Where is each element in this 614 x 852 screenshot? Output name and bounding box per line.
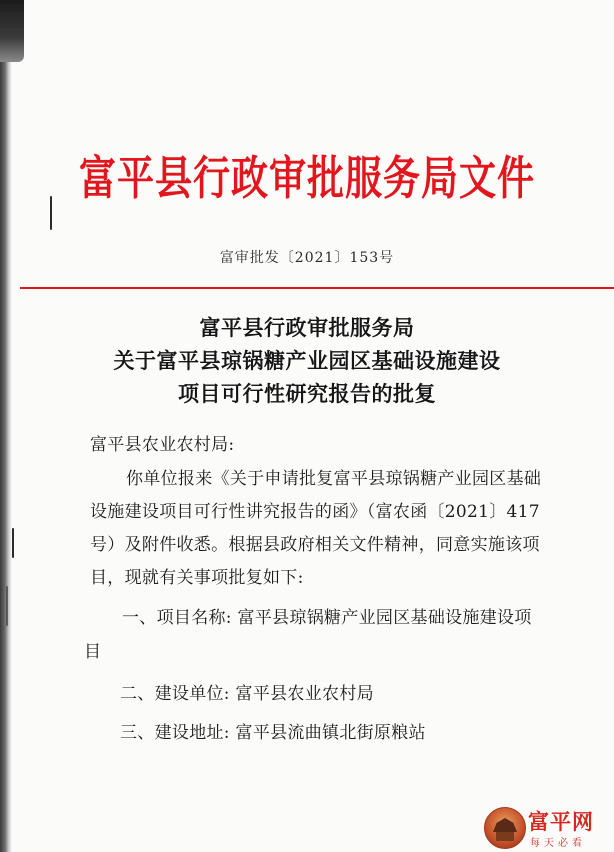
body-line-2: 设施建设项目可行性讲究报告的函》（富农函〔2021〕417 — [90, 502, 540, 522]
margin-mark — [6, 586, 8, 626]
logo-emblem-icon — [484, 807, 526, 849]
site-logo — [484, 805, 614, 852]
logo-slogan: 每天必看 — [530, 838, 586, 849]
item-3: 三、建设地址: 富平县流曲镇北街原粮站 — [120, 723, 426, 743]
body-line-4: 目，现就有关事项批复如下: — [90, 568, 304, 588]
item-1-line-1: 一、项目名称: 富平县琼锅糖产业园区基础设施建设项 — [122, 608, 532, 628]
item-1-line-2: 目 — [84, 642, 102, 662]
heading-line-2: 关于富平县琼锅糖产业园区基础设施建设 — [113, 348, 501, 373]
body-line-1: 你单位报来《关于申请批复富平县琼锅糖产业园区基础 — [126, 469, 542, 489]
body-line-3: 号）及附件收悉。根据县政府相关文件精神，同意实施该项 — [90, 535, 540, 555]
masthead-title: 富平县行政审批服务局文件 — [79, 150, 535, 205]
heading-line-1: 富平县行政审批服务局 — [199, 315, 415, 340]
addressee: 富平县农业农村局: — [90, 435, 235, 455]
margin-mark — [12, 528, 14, 558]
red-divider-rule — [20, 287, 614, 289]
heading-line-3: 项目可行性研究报告的批复 — [178, 381, 436, 406]
item-2: 二、建设单位: 富平县农业农村局 — [120, 684, 374, 704]
document-number: 富审批发〔2021〕153号 — [219, 250, 395, 266]
logo-name: 富平网 — [528, 810, 594, 834]
scan-corner-artifact — [0, 0, 24, 62]
scan-edge-shadow — [0, 0, 12, 852]
